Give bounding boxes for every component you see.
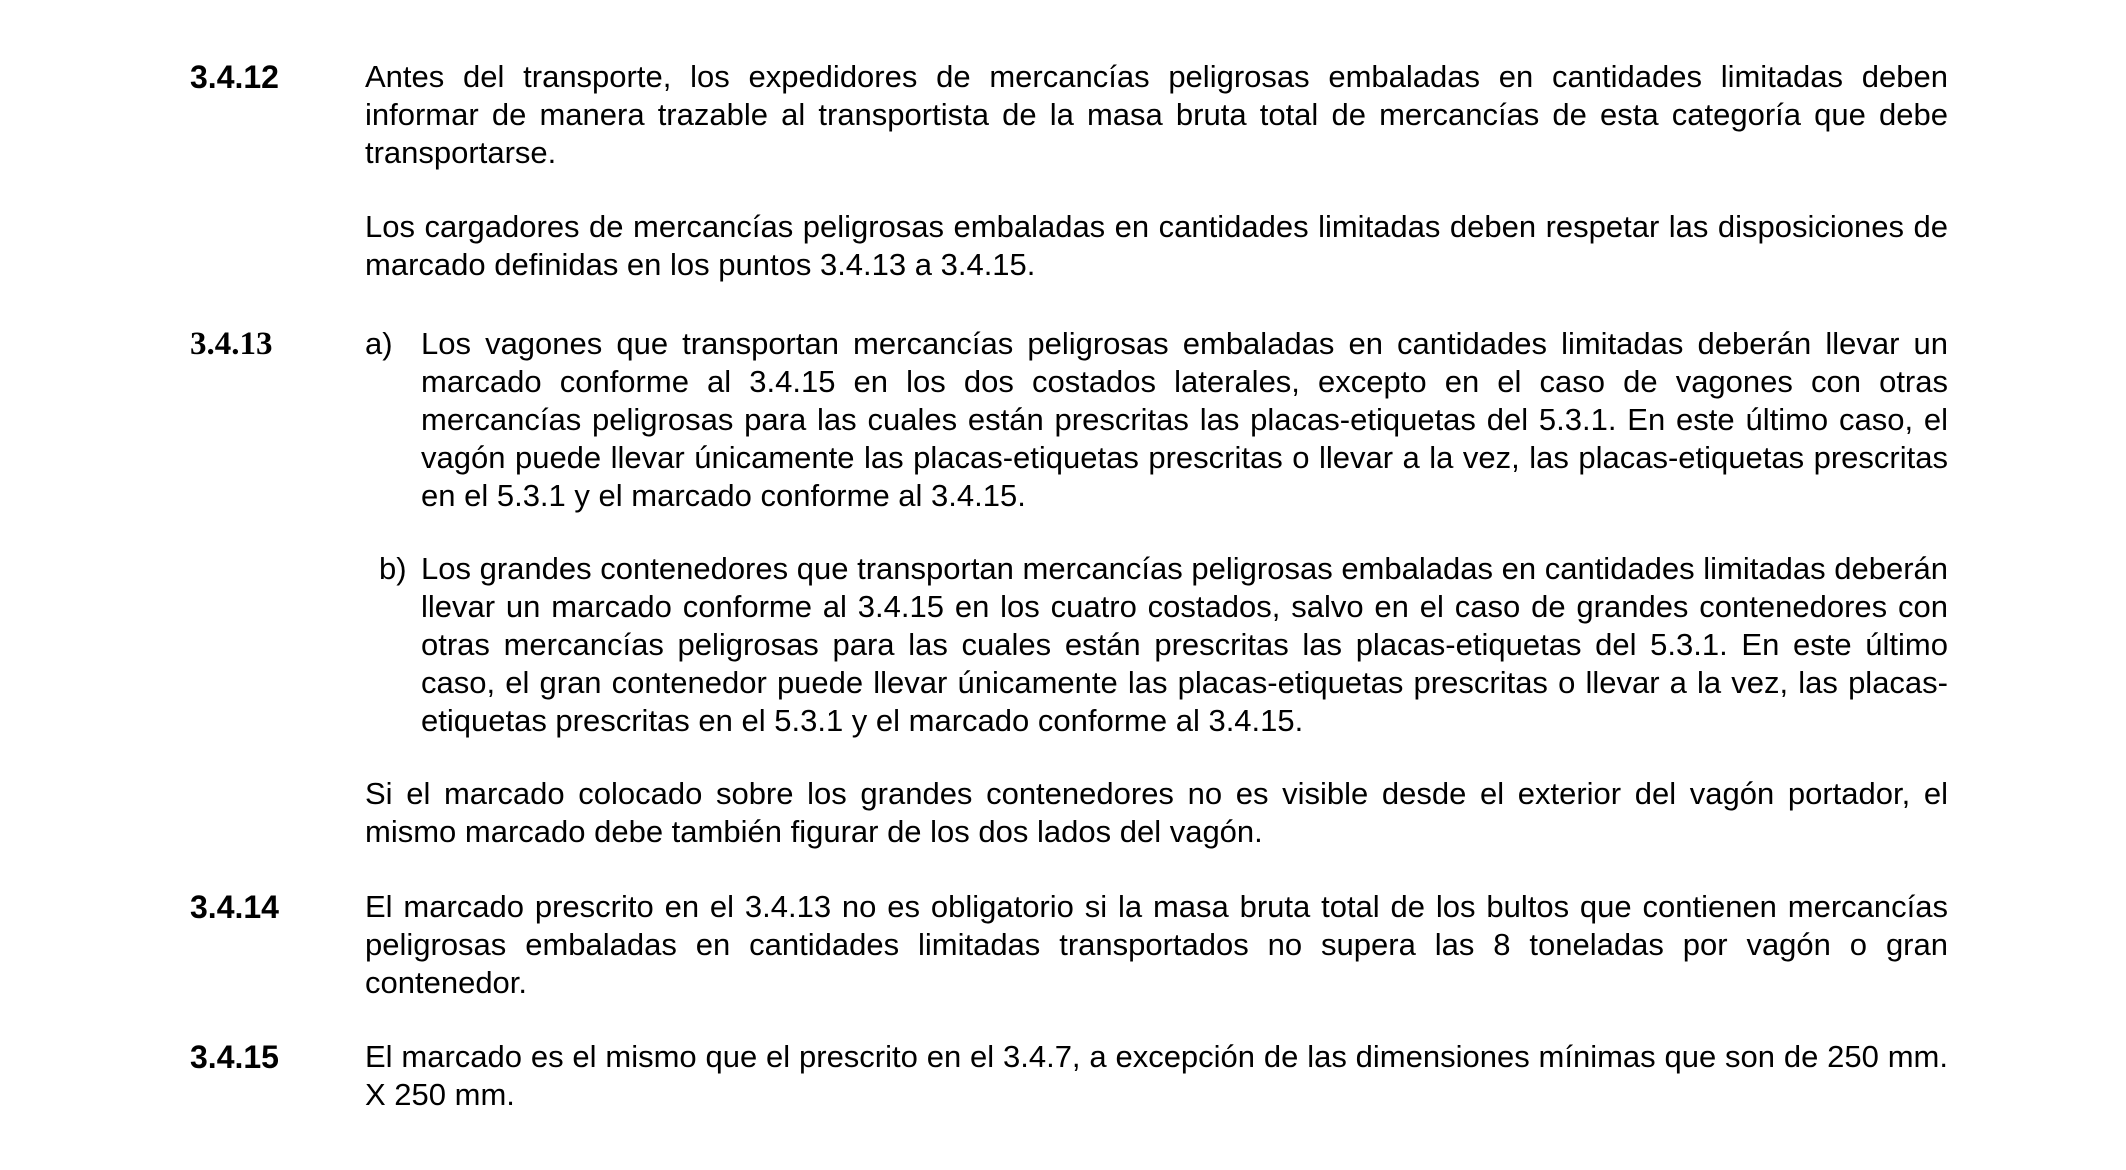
section-number: 3.4.12	[190, 59, 279, 95]
section-paragraph: Los cargadores de mercancías peligrosas embaladas en cantidades limitadas deben respetar las disposiciones de marcado definidas en los puntos 3.4.13 a 3.4.15.	[365, 209, 1948, 282]
list-marker: a)	[365, 326, 393, 361]
section-paragraph: El marcado es el mismo que el prescrito en el 3.4.7, a excepción de las dimensiones mínimas que son de 250 mm. X 250 mm.	[365, 1039, 1948, 1112]
list-item-text: Los grandes contenedores que transportan mercancías peligrosas embaladas en cantidades limitadas deberán llevar un marcado conforme al 3.4.15 en los cuatro costados, salvo en el caso de grandes contenedores con otras mercancías peligrosas para las cuales están prescritas las placas-etiquetas del 5.3.1. En este último caso, el gran contenedor puede llevar únicamente las placas-etiquetas prescritas o llevar a la vez, las placas-etiquetas prescritas en el 5.3.1 y el marcado conforme al 3.4.15.	[421, 551, 1948, 738]
section-paragraph: El marcado prescrito en el 3.4.13 no es obligatorio si la masa bruta total de los bultos que contienen mercancías peligrosas embaladas en cantidades limitadas transportados no supera las 8 toneladas por vagón o gran contenedor.	[365, 889, 1948, 1000]
section-paragraph: Antes del transporte, los expedidores de mercancías peligrosas embaladas en cantidades limitadas deben informar de manera trazable al transportista de la masa bruta total de mercancías de esta categoría que debe transportarse.	[365, 59, 1948, 170]
list-marker: b)	[379, 551, 407, 586]
section-number: 3.4.15	[190, 1039, 279, 1075]
section-number: 3.4.14	[190, 889, 279, 925]
list-item-text: Los vagones que transportan mercancías peligrosas embaladas en cantidades limitadas deberán llevar un marcado conforme al 3.4.15 en los dos costados laterales, excepto en el caso de vagones con otras mercancías peligrosas para las cuales están prescritas las placas-etiquetas del 5.3.1. En este último caso, el vagón puede llevar únicamente las placas-etiquetas prescritas o llevar a la vez, las placas-etiquetas prescritas en el 5.3.1 y el marcado conforme al 3.4.15.	[421, 326, 1948, 513]
list-item-b	[379, 550, 1948, 740]
section-paragraph: Si el marcado colocado sobre los grandes contenedores no es visible desde el exterior del vagón portador, el mismo marcado debe también figurar de los dos lados del vagón.	[365, 776, 1948, 849]
section-number: 3.4.13	[190, 326, 273, 362]
list-item-a	[365, 325, 1948, 515]
